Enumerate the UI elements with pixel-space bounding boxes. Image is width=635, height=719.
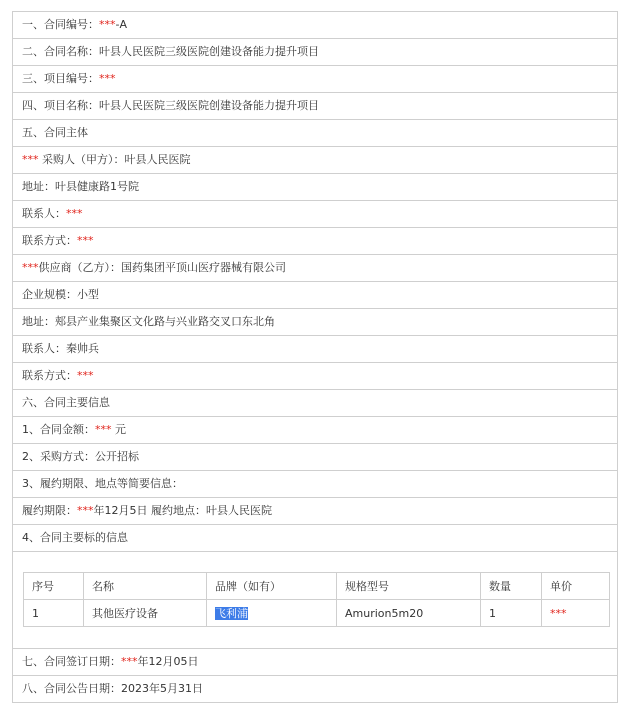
section-heading: 五、合同主体 bbox=[22, 126, 88, 139]
selected-text[interactable]: 飞利浦 bbox=[215, 607, 248, 620]
row-supplier bbox=[13, 255, 617, 282]
row-purchaser-phone bbox=[13, 228, 617, 255]
row-suffix: 年12月05日 bbox=[137, 655, 199, 668]
masked-value: *** bbox=[66, 207, 83, 220]
masked-value: *** bbox=[121, 655, 138, 668]
cell-quantity: 1 bbox=[481, 600, 542, 627]
row-supplier-contact bbox=[13, 336, 617, 363]
row-suffix: 元 bbox=[111, 423, 126, 436]
row-label: 地址：郏县产业集聚区文化路与兴业路交叉口东北角 bbox=[22, 315, 275, 328]
row-label: 3、履约期限、地点等简要信息： bbox=[22, 477, 183, 490]
row-label: 七、合同签订日期： bbox=[22, 655, 121, 668]
row-supplier-phone bbox=[13, 363, 617, 390]
header-cell-quantity: 数量 bbox=[481, 573, 542, 600]
row-contract-number bbox=[13, 12, 617, 39]
cell-number: 1 bbox=[24, 600, 84, 627]
row-label: 二、合同名称：叶县人民医院三级医院创建设备能力提升项目 bbox=[22, 45, 319, 58]
row-label: 八、合同公告日期：2023年5月31日 bbox=[22, 682, 203, 695]
row-label: 1、合同金额： bbox=[22, 423, 95, 436]
row-purchaser bbox=[13, 147, 617, 174]
row-subject-info bbox=[13, 525, 617, 552]
table-row bbox=[24, 600, 610, 627]
row-section-parties bbox=[13, 120, 617, 147]
cell-unit-price: *** bbox=[542, 600, 610, 627]
row-signing-date bbox=[13, 649, 617, 676]
row-section-main-info bbox=[13, 390, 617, 417]
row-label: 履约期限： bbox=[22, 504, 77, 517]
subject-table bbox=[23, 572, 610, 627]
row-label: 联系人：秦帅兵 bbox=[22, 342, 99, 355]
row-suffix: -A bbox=[115, 18, 127, 31]
row-project-number bbox=[13, 66, 617, 93]
row-label: 一、合同编号： bbox=[22, 18, 99, 31]
row-label: 联系人： bbox=[22, 207, 66, 220]
masked-value: *** bbox=[95, 423, 112, 436]
masked-value: *** bbox=[99, 72, 116, 85]
cell-model: Amurion5m20 bbox=[337, 600, 481, 627]
row-performance-info bbox=[13, 471, 617, 498]
subject-table-container bbox=[13, 552, 617, 649]
row-suffix: 年12月5日 履约地点：叶县人民医院 bbox=[93, 504, 272, 517]
table-header-row bbox=[24, 573, 610, 600]
masked-value: *** bbox=[77, 234, 94, 247]
row-label: 地址：叶县健康路1号院 bbox=[22, 180, 139, 193]
masked-value: *** bbox=[22, 261, 39, 274]
masked-value: *** bbox=[99, 18, 116, 31]
masked-value: *** bbox=[77, 369, 94, 382]
row-label: 四、项目名称：叶县人民医院三级医院创建设备能力提升项目 bbox=[22, 99, 319, 112]
row-label: 联系方式： bbox=[22, 369, 77, 382]
contract-info-table bbox=[12, 11, 618, 703]
row-contract-amount bbox=[13, 417, 617, 444]
row-procurement-method bbox=[13, 444, 617, 471]
row-supplier-address bbox=[13, 309, 617, 336]
header-cell-number: 序号 bbox=[24, 573, 84, 600]
row-purchaser-contact bbox=[13, 201, 617, 228]
cell-name: 其他医疗设备 bbox=[84, 600, 207, 627]
row-label: 联系方式： bbox=[22, 234, 77, 247]
row-contract-name bbox=[13, 39, 617, 66]
row-label: 三、项目编号： bbox=[22, 72, 99, 85]
row-purchaser-address bbox=[13, 174, 617, 201]
masked-value: *** bbox=[22, 153, 39, 166]
row-label: 采购人（甲方）：叶县人民医院 bbox=[38, 153, 191, 166]
row-enterprise-scale bbox=[13, 282, 617, 309]
row-label: 供应商（乙方）：国药集团平顶山医疗器械有限公司 bbox=[38, 261, 286, 274]
row-label: 2、采购方式：公开招标 bbox=[22, 450, 139, 463]
cell-brand[interactable] bbox=[207, 600, 337, 627]
row-label: 4、合同主要标的信息 bbox=[22, 531, 128, 544]
row-performance-period bbox=[13, 498, 617, 525]
header-cell-name: 名称 bbox=[84, 573, 207, 600]
header-cell-model: 规格型号 bbox=[337, 573, 481, 600]
header-cell-unit-price: 单价 bbox=[542, 573, 610, 600]
row-project-name bbox=[13, 93, 617, 120]
row-announcement-date bbox=[13, 676, 617, 703]
section-heading: 六、合同主要信息 bbox=[22, 396, 110, 409]
masked-value: *** bbox=[77, 504, 94, 517]
row-label: 企业规模：小型 bbox=[22, 288, 99, 301]
header-cell-brand: 品牌（如有） bbox=[207, 573, 337, 600]
